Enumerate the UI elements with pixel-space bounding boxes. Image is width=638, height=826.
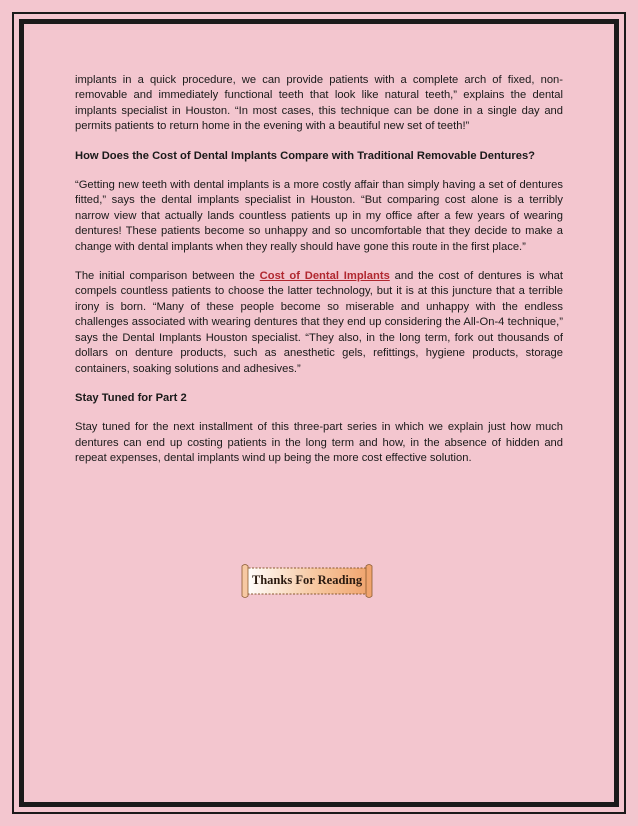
paragraph-quote: “Getting new teeth with dental implants is a more costly affair than simply having a set of dentures fitted,” says the dental implants specialist in Houston. “But comparing cost alone is a terribly narrow view that actually lands countless patients up in my office after a few years of wearing dentures! These patients become so unhappy and so uncomfortable that they decide to make a change with dental implants when they really should have gone this route in the first place.” — [75, 179, 563, 253]
comparison-text-before: The initial comparison between the — [75, 270, 260, 283]
comparison-text-after: and the cost of dentures is what compels countless patients to choose the latter technology, but it is at this juncture that a terrible irony is born. “Many of these people become so miserable and unhappy with the endless challenges associated with wearing dentures that they end up considering the All-On-4 technique,” says the Dental Implants Houston specialist. “They also, in the long term, fork out thousands of dollars on denture products, such as anesthetic gels, refittings, hygiene products, storage containers, soaking solutions and adhesives.” — [75, 270, 563, 375]
document-body — [75, 73, 563, 481]
thanks-for-reading-label: Thanks For Reading — [251, 573, 363, 587]
cost-of-dental-implants-link[interactable]: Cost of Dental Implants — [259, 270, 390, 283]
paragraph-comparison — [75, 269, 563, 377]
section-heading-stay-tuned: Stay Tuned for Part 2 — [75, 391, 187, 404]
section-heading-cost: How Does the Cost of Dental Implants Compare with Traditional Removable Dentures? — [75, 149, 535, 162]
paragraph-intro: implants in a quick procedure, we can provide patients with a complete arch of fixed, non-removable and immediately functional teeth that look like natural teeth,” explains the dental implants specialist in Houston. “In most cases, this technique can be done in a single day and permits patients to return home in the evening with a beautiful new set of teeth!” — [75, 74, 563, 133]
paragraph-closing: Stay tuned for the next installment of this three-part series in which we explain just how much dentures can end up costing patients in the long term and how, in the absence of hidden and repeat expenses, dental implants wind up being the more cost effective solution. — [75, 421, 563, 465]
thanks-scroll-banner — [240, 563, 374, 599]
